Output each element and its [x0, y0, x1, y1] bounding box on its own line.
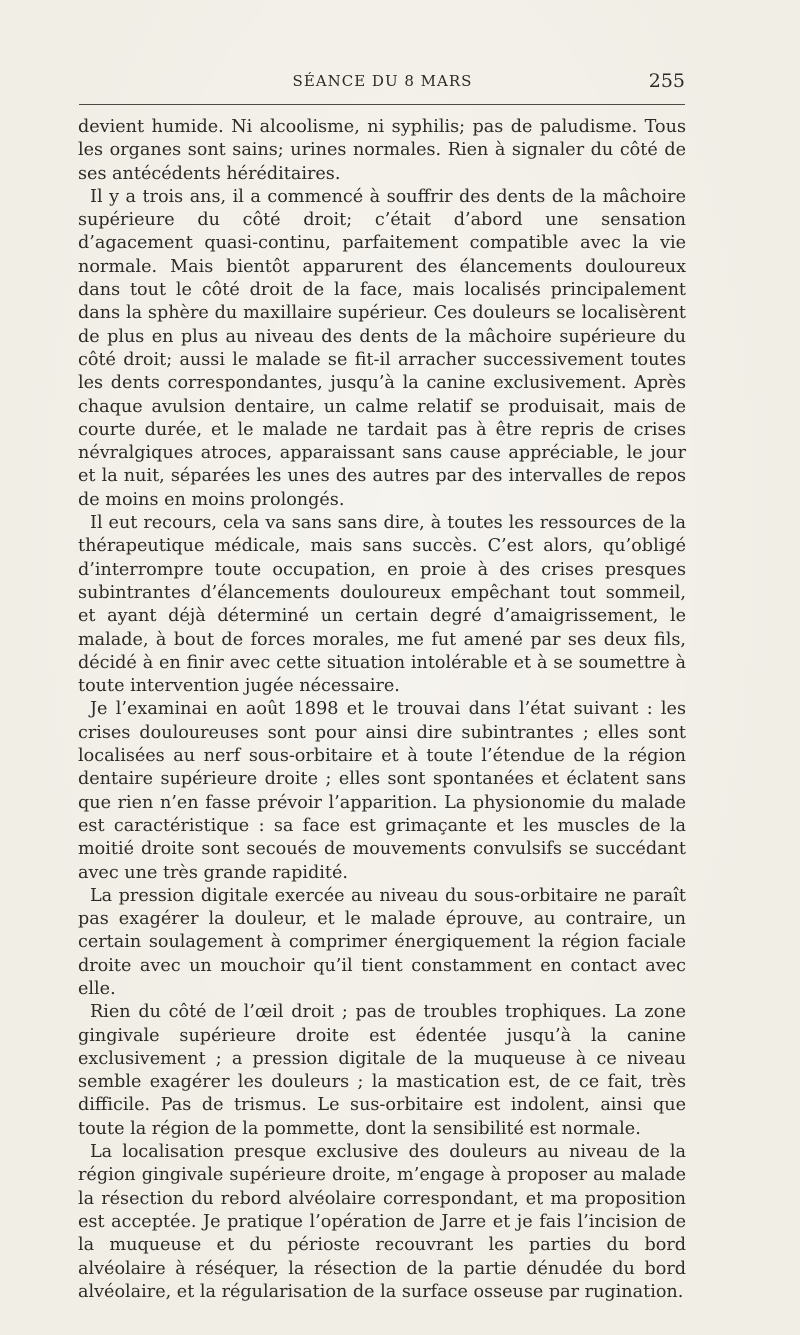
- running-head: SÉANCE DU 8 MARS: [292, 72, 473, 90]
- paragraph: La localisation presque exclusive des douleurs au niveau de la région gingivale supérieure droite, m’engage à proposer au malade la résection du rebord alvéolaire correspondant, et ma proposition est acceptée. Je pratique l’opération de Jarre et je fais l’incision de la muqueuse et du périoste recouvrant les parties du bord alvéolaire à réséquer, la résection de la partie dénudée du bord alvéolaire, et la régularisation de la surface osseuse par rugination.: [78, 1142, 686, 1302]
- paragraph: devient humide. Ni alcoolisme, ni syphilis; pas de paludisme. Tous les organes sont sains; urines normales. Rien à signaler du côté de ses antécédents héréditaires.: [78, 117, 686, 184]
- paragraph: Rien du côté de l’œil droit ; pas de troubles trophiques. La zone gingivale supérieure droite est édentée jusqu’à la canine exclusivement ; a pression digitale de la muqueuse à ce niveau semble exagérer les douleurs ; la mastication est, de ce fait, très difficile. Pas de trismus. Le sus-orbitaire est indolent, ainsi que toute la région de la pommette, dont la sensibilité est normale.: [78, 1002, 686, 1139]
- paragraph: Il eut recours, cela va sans sans dire, à toutes les ressources de la thérapeutique médicale, mais sans succès. C’est alors, qu’obligé d’interrompre toute occupation, en proie à des crises presques subintrantes d’élancements douloureux empêchant tout sommeil, et ayant déjà déterminé un certain degré d’amaigrissement, le malade, à bout de forces morales, me fut amené par ses deux fils, décidé à en finir avec cette situation intolérable et à se soumettre à toute intervention jugée nécessaire.: [78, 513, 686, 697]
- page-number: 255: [648, 70, 685, 92]
- paragraph: La pression digitale exercée au niveau du sous-orbitaire ne paraît pas exagérer la douleur, et le malade éprouve, au contraire, un certain soulagement à comprimer énergiquement la région faciale droite avec un mouchoir qu’il tient constamment en contact avec elle.: [78, 885, 686, 999]
- paragraph: Il y a trois ans, il a commencé à souffrir des dents de la mâchoire supérieure du côté droit; c’était d’abord une sensation d’agacement quasi-continu, parfaitement compatible avec la vie normale. Mais bientôt apparurent des élancements douloureux dans tout le côté droit de la face, mais localisés principalement dans la sphère du maxillaire supérieur. Ces douleurs se localisèrent de plus en plus au niveau des dents de la mâchoire supérieure du côté droit; aussi le malade se fit-il arracher successivement toutes les dents correspondantes, jusqu’à la canine exclusivement. Après chaque avulsion dentaire, un calme relatif se produisait, mais de courte durée, et le malade ne tardait pas à être repris de crises névralgiques atroces, apparaissant sans cause appréciable, le jour et la nuit, séparées les unes des autres par des intervalles de repos de moins en moins prolongés.: [78, 186, 686, 510]
- page-header: [80, 70, 685, 94]
- paragraph: Je l’examinai en août 1898 et le trouvai dans l’état suivant : les crises douloureuses sont pour ainsi dire subintrantes ; elles sont localisées au nerf sous-orbitaire et à toute l’étendue de la région dentaire supérieure droite ; elles sont spontanées et éclatent sans que rien n’en fasse prévoir l’apparition. La physionomie du malade est caractéristique : sa face est grimaçante et les muscles de la moitié droite sont secoués de mouvements convulsifs se succédant avec une très grande rapidité.: [78, 699, 686, 883]
- header-rule: [79, 104, 685, 105]
- body-text: [78, 116, 686, 1304]
